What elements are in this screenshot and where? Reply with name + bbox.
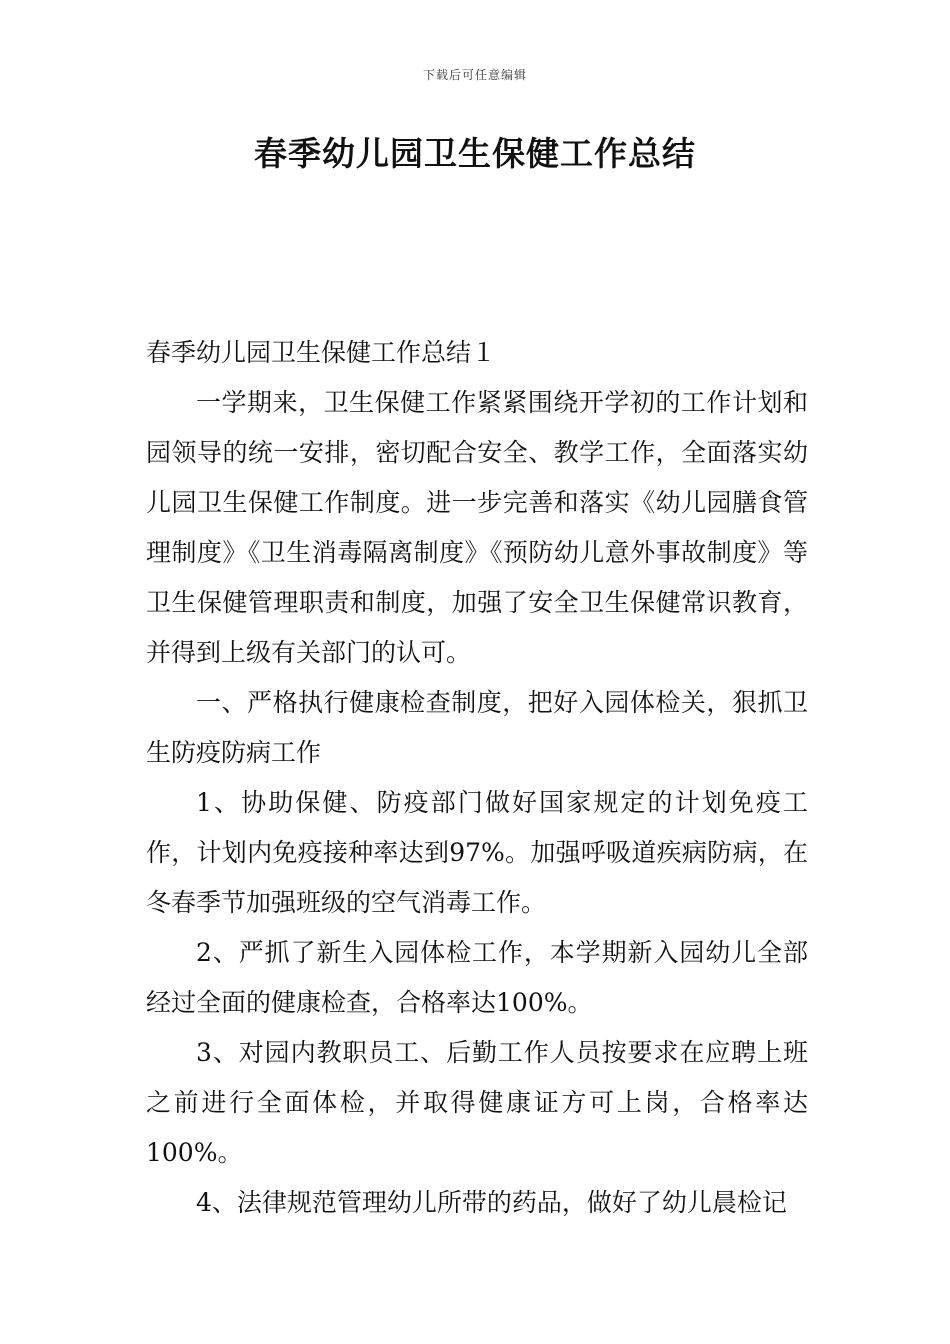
paragraph-heading-one: 一、严格执行健康检查制度，把好入园体检关，狠抓卫生防疫防病工作 (146, 688, 808, 767)
paragraph-item-3: 3、对园内教职员工、后勤工作人员按要求在应聘上班之前进行全面体检，并取得健康证方可上岗，合格率达100%。 (146, 1038, 808, 1167)
paragraph-item-4: 4、法律规范管理幼儿所带的药品，做好了幼儿晨检记 (196, 1188, 787, 1217)
paragraph-intro: 一学期来，卫生保健工作紧紧围绕开学初的工作计划和园领导的统一安排，密切配合安全、教学工作，全面落实幼儿园卫生保健工作制度。进一步完善和落实《幼儿园膳食管理制度》《卫生消毒隔离制度》《预防幼儿意外事故制度》等卫生保健管理职责和制度，加强了安全卫生保健常识教育，并得到上级有关部门的认可。 (146, 388, 808, 667)
document-title: 春季幼儿园卫生保健工作总结 (254, 134, 696, 173)
document-body (146, 328, 808, 1228)
header-note: 下载后可任意编辑 (422, 68, 527, 82)
paragraph-item-1: 1、协助保健、防疫部门做好国家规定的计划免疫工作，计划内免疫接种率达到97%。加强呼吸道疾病防病，在冬春季节加强班级的空气消毒工作。 (146, 788, 808, 917)
paragraph-item-2: 2、严抓了新生入园体检工作，本学期新入园幼儿全部经过全面的健康检查，合格率达100%。 (146, 938, 808, 1017)
section-heading: 春季幼儿园卫生保健工作总结１ (146, 338, 497, 367)
